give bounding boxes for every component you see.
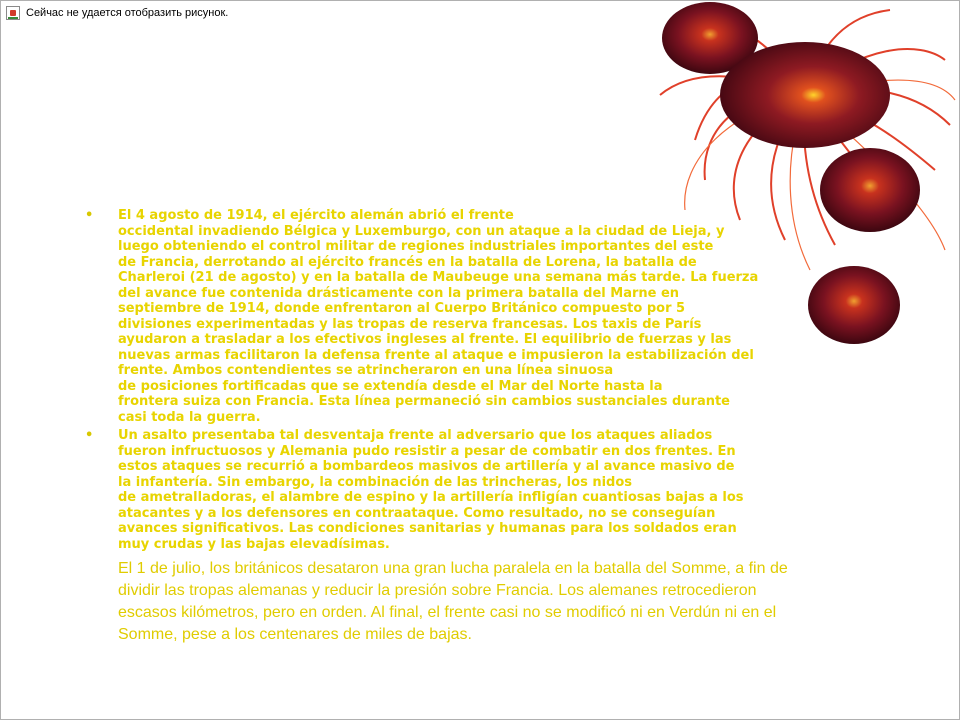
broken-image-icon <box>6 6 20 20</box>
broken-image-message: Сейчас не удается отобразить рисунок. <box>26 7 229 19</box>
bullet-text: Un asalto presentaba tal desventaja frente al adversario que los ataques aliados fueron infructuosos y Alemania pudo resistir a pesar de combatir en dos frentes. En estos ataques se recurrió a bombardeos masivos de artillería y al avance masivo de la infantería. Sin embargo, la combinación de las trincheras, los nidos de ametralladoras, el alambre de espino y la artillería infligían cuantiosas bajas a los atacantes y a los defensores en contraataque. Como resultado, no se conseguían avances significativos. Las condiciones sanitarias y humanas para los soldados eran muy crudas y las bajas elevadísimas. <box>118 428 744 552</box>
bullet-item-trench-warfare <box>82 428 882 552</box>
broken-image-placeholder <box>6 6 228 20</box>
bullet-dot: • <box>85 428 94 443</box>
somme-paragraph: El 1 de julio, los británicos desataron una gran lucha paralela en la batalla del Somme, a fin de dividir las tropas alemanas y reducir la presión sobre Francia. Los alemanes retrocedieron escasos kilómetros, pero en orden. Al final, el frente casi no se modificó ni en Verdún ni en el Somme, pese a los centenares de miles de bajas. <box>118 560 788 643</box>
slide-body <box>82 208 882 646</box>
bullet-dot: • <box>85 208 94 223</box>
bullet-item-western-front <box>82 208 882 425</box>
bullet-text: El 4 agosto de 1914, el ejército alemán abrió el frente occidental invadiendo Bélgica y Luxemburgo, con un ataque a la ciudad de Lieja, y luego obteniendo el control militar de regiones industriales importantes del este de Francia, derrotando al ejército francés en la batalla de Lorena, la batalla de Charleroi (21 de agosto) y en la batalla de Maubeuge una semana más tarde. La fuerza del avance fue contenida drásticamente con la primera batalla del Marne en septiembre de 1914, donde enfrentaron al Cuerpo Británico compuesto por 5 divisiones experimentadas y las tropas de reserva francesas. Los taxis de París ayudaron a trasladar a los efectivos ingleses al frente. El equilibrio de fuerzas y las nuevas armas facilitaron la defensa frente al ataque e impusieron la estabilización del frente. Ambos contendientes se atrincheraron en una línea sinuosa de posiciones fortificadas que se extendía desde el Mar del Norte hasta la frontera suiza con Francia. Esta línea permaneció sin cambios sustanciales durante casi toda la guerra. <box>118 208 759 425</box>
